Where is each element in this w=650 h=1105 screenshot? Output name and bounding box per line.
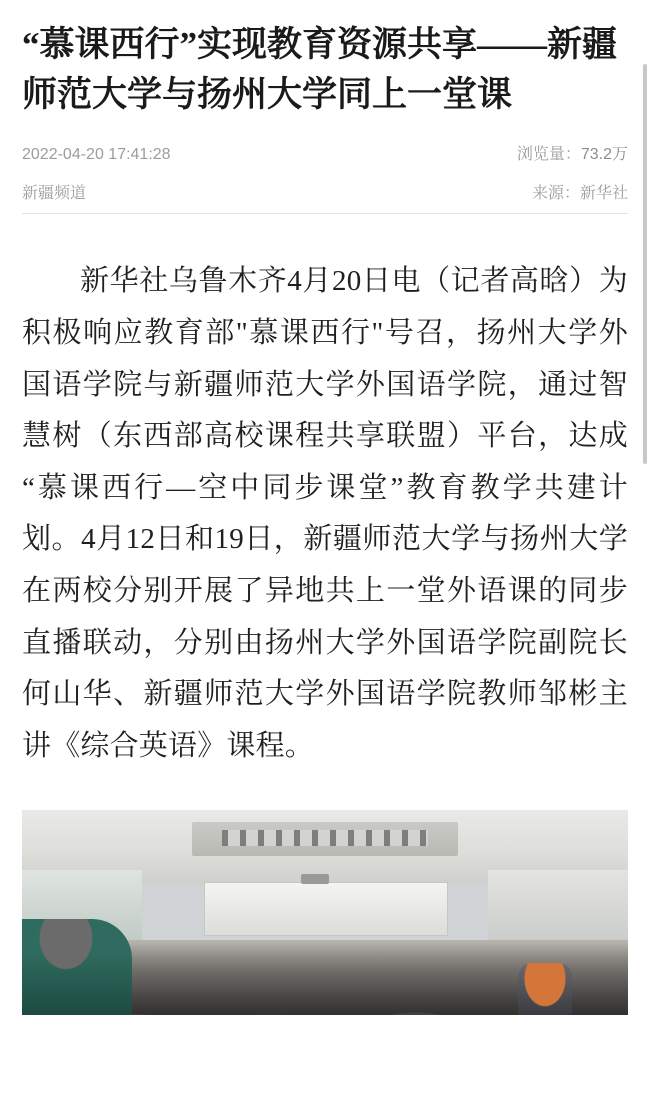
source-group xyxy=(532,180,628,203)
page-title: “慕课西行”实现教育资源共享——新疆师范大学与扬州大学同上一堂课 xyxy=(22,25,618,114)
publish-time: 2022-04-20 17:41:28 xyxy=(22,146,171,164)
source-name: 新华社 xyxy=(579,185,628,203)
photo-projector xyxy=(301,874,329,884)
scrollbar-thumb[interactable] xyxy=(643,64,647,464)
view-count-value: 73.2万 xyxy=(580,146,628,164)
view-count-group xyxy=(517,141,628,164)
photo-foreground-person-left xyxy=(22,919,132,1015)
photo-foreground-person-right xyxy=(518,963,572,1015)
view-count-label: 浏览量： xyxy=(516,146,581,164)
article-body: 新华社乌鲁木齐4月20日电（记者高晗）为积极响应教育部"慕课西行"号召，扬州大学外国语学院与新疆师范大学外国语学院，通过智慧树（东西部高校课程共享联盟）平台，达成“慕课西行—空中同步课堂”教育教学共建计划。4月12日和19日，新疆师范大学与扬州大学在两校分别开展了异地共上一堂外语课的同步直播联动，分别由扬州大学外国语学院副院长何山华、新疆师范大学外国语学院教师邹彬主讲《综合英语》课程。 xyxy=(22,265,628,762)
channel-name[interactable]: 新疆频道 xyxy=(22,185,87,203)
article-subline xyxy=(22,180,628,214)
article-photo xyxy=(22,810,628,1015)
photo-projection-screen xyxy=(204,882,448,936)
source-label: 来源： xyxy=(531,185,580,203)
article-meta xyxy=(22,141,628,164)
